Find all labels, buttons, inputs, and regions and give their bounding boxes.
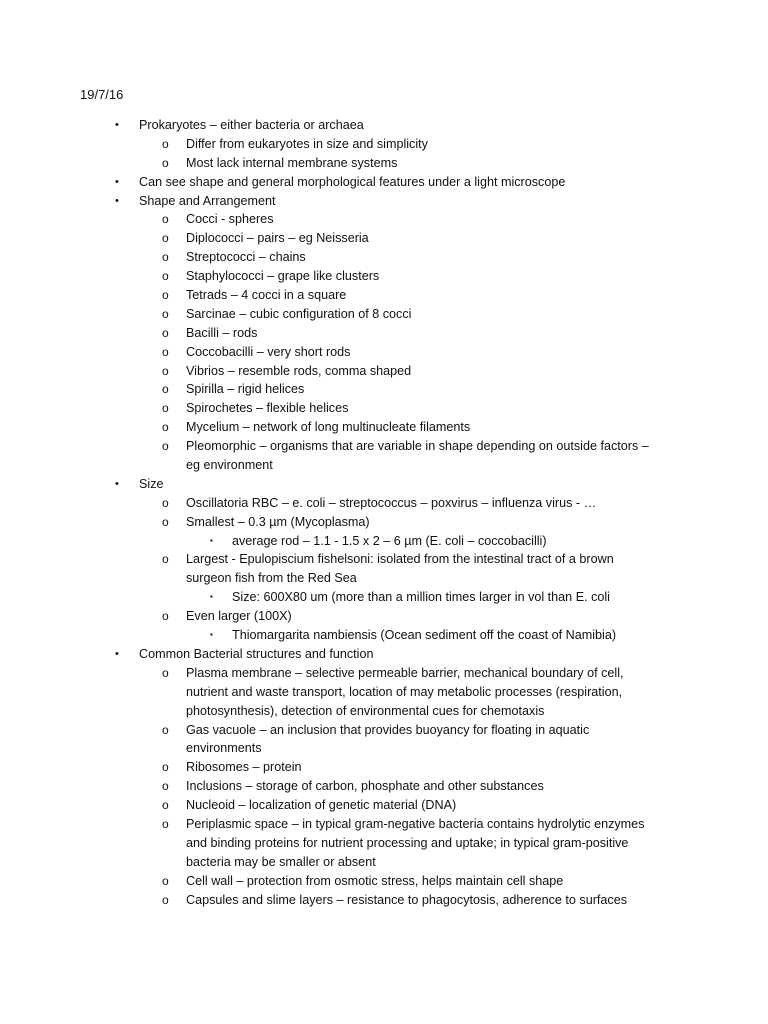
bullet-icon: o xyxy=(162,344,169,359)
list-item-level-2 xyxy=(0,229,768,248)
list-item-text: Even larger (100X) xyxy=(186,609,292,624)
list-item-level-2 xyxy=(0,343,768,362)
bullet-icon: o xyxy=(162,665,169,680)
list-item-text: Gas vacuole – an inclusion that provides buoyancy for floating in aquatic xyxy=(186,722,590,737)
bullet-icon: o xyxy=(162,155,169,170)
list-item-level-2 xyxy=(0,362,768,381)
list-item-level-2 xyxy=(0,494,768,513)
list-item-text: Mycelium – network of long multinucleate filaments xyxy=(186,420,471,435)
bullet-icon: o xyxy=(162,288,169,303)
list-item-level-3 xyxy=(0,532,768,551)
list-item-level-2 xyxy=(0,777,768,796)
bullet-icon: o xyxy=(162,401,169,416)
list-item-level-2 xyxy=(0,418,768,437)
list-item-level-2 xyxy=(0,324,768,343)
list-item-text: and binding proteins for nutrient processing and uptake; in typical gram-positive xyxy=(186,835,629,850)
list-item-text: Staphylococci – grape like clusters xyxy=(186,269,380,284)
list-item-level-2 xyxy=(0,550,768,569)
note-date: 19/7/16 xyxy=(80,87,124,102)
list-item-continuation xyxy=(0,739,768,758)
list-item-text: Size xyxy=(139,476,164,491)
list-item-text: Spirilla – rigid helices xyxy=(186,382,305,397)
bullet-icon: o xyxy=(162,382,169,397)
list-item-text: Largest - Epulopiscium fishelsoni: isolated from the intestinal tract of a brown xyxy=(186,552,614,567)
list-item-text: Size: 600X80 um (more than a million times larger in vol than E. coli xyxy=(232,590,610,605)
list-item-text: Oscillatoria RBC – e. coli – streptococcus – poxvirus – influenza virus - … xyxy=(186,495,597,510)
bullet-icon: o xyxy=(162,269,169,284)
list-item-continuation xyxy=(0,683,768,702)
list-item-text: Coccobacilli – very short rods xyxy=(186,344,351,359)
list-item-level-2 xyxy=(0,135,768,154)
bullet-list xyxy=(0,116,768,909)
list-item-text: average rod – 1.1 - 1.5 x 2 – 6 µm (E. coli – coccobacilli) xyxy=(232,533,547,548)
bullet-icon: o xyxy=(162,250,169,265)
bullet-icon: o xyxy=(162,892,169,907)
bullet-icon: o xyxy=(162,760,169,775)
list-item-text: Cell wall – protection from osmotic stress, helps maintain cell shape xyxy=(186,873,564,888)
list-item-text: Inclusions – storage of carbon, phosphate and other substances xyxy=(186,779,544,794)
list-item-text: Can see shape and general morphological features under a light microscope xyxy=(139,174,566,189)
list-item-level-2 xyxy=(0,154,768,173)
list-item-level-2 xyxy=(0,210,768,229)
list-item-text: Nucleoid – localization of genetic material (DNA) xyxy=(186,798,457,813)
bullet-icon: ▪ xyxy=(210,630,213,640)
list-item-level-2 xyxy=(0,513,768,532)
list-item-text: Diplococci – pairs – eg Neisseria xyxy=(186,231,369,246)
list-item-continuation xyxy=(0,834,768,853)
list-item-text: Common Bacterial structures and function xyxy=(139,646,374,661)
list-item-level-2 xyxy=(0,758,768,777)
list-item-level-2 xyxy=(0,380,768,399)
list-item-text: bacteria may be smaller or absent xyxy=(186,854,376,869)
list-item-level-3 xyxy=(0,626,768,645)
list-item-level-2 xyxy=(0,891,768,910)
list-item-level-2 xyxy=(0,607,768,626)
list-item-text: Periplasmic space – in typical gram-negative bacteria contains hydrolytic enzymes xyxy=(186,816,645,831)
list-item-level-1 xyxy=(0,475,768,494)
bullet-icon: o xyxy=(162,722,169,737)
list-item-text: environments xyxy=(186,741,262,756)
bullet-icon: ▪ xyxy=(210,535,213,545)
list-item-level-1 xyxy=(0,192,768,211)
list-item-text: surgeon fish from the Red Sea xyxy=(186,571,357,586)
list-item-level-2 xyxy=(0,437,768,456)
list-item-text: Tetrads – 4 cocci in a square xyxy=(186,288,347,303)
bullet-icon: o xyxy=(162,420,169,435)
list-item-text: Differ from eukaryotes in size and simplicity xyxy=(186,136,428,151)
bullet-icon: • xyxy=(115,175,119,188)
list-item-continuation xyxy=(0,456,768,475)
list-item-text: Plasma membrane – selective permeable barrier, mechanical boundary of cell, xyxy=(186,665,624,680)
list-item-text: Spirochetes – flexible helices xyxy=(186,401,349,416)
bullet-icon: o xyxy=(162,325,169,340)
list-item-level-2 xyxy=(0,872,768,891)
bullet-icon: o xyxy=(162,306,169,321)
bullet-icon: o xyxy=(162,495,169,510)
list-item-text: Shape and Arrangement xyxy=(139,193,276,208)
bullet-icon: o xyxy=(162,514,169,529)
list-item-text: Pleomorphic – organisms that are variable in shape depending on outside factors – xyxy=(186,439,649,454)
bullet-icon: o xyxy=(162,609,169,624)
list-item-text: Capsules and slime layers – resistance to phagocytosis, adherence to surfaces xyxy=(186,892,628,907)
list-item-level-2 xyxy=(0,721,768,740)
bullet-icon: • xyxy=(115,647,119,660)
bullet-icon: o xyxy=(162,363,169,378)
list-item-level-2 xyxy=(0,286,768,305)
bullet-icon: o xyxy=(162,816,169,831)
list-item-text: Thiomargarita nambiensis (Ocean sediment off the coast of Namibia) xyxy=(232,628,617,643)
list-item-level-1 xyxy=(0,645,768,664)
list-item-level-2 xyxy=(0,664,768,683)
bullet-icon: o xyxy=(162,798,169,813)
bullet-icon: o xyxy=(162,873,169,888)
list-item-level-1 xyxy=(0,173,768,192)
list-item-text: photosynthesis), detection of environmental cues for chemotaxis xyxy=(186,703,545,718)
list-item-continuation xyxy=(0,853,768,872)
bullet-icon: o xyxy=(162,439,169,454)
bullet-icon: o xyxy=(162,779,169,794)
list-item-level-2 xyxy=(0,267,768,286)
list-item-text: Smallest – 0.3 µm (Mycoplasma) xyxy=(186,514,370,529)
list-item-level-2 xyxy=(0,399,768,418)
list-item-level-2 xyxy=(0,248,768,267)
bullet-icon: • xyxy=(115,477,119,490)
bullet-icon: o xyxy=(162,231,169,246)
list-item-text: Most lack internal membrane systems xyxy=(186,155,398,170)
list-item-text: Prokaryotes – either bacteria or archaea xyxy=(139,118,364,132)
bullet-icon: o xyxy=(162,136,169,151)
list-item-level-3 xyxy=(0,588,768,607)
list-item-continuation xyxy=(0,702,768,721)
list-item-text: nutrient and waste transport, location of may metabolic processes (respiration, xyxy=(186,684,623,699)
bullet-icon: • xyxy=(115,194,119,207)
list-item-level-2 xyxy=(0,305,768,324)
bullet-icon: o xyxy=(162,552,169,567)
list-item-continuation xyxy=(0,569,768,588)
bullet-icon: o xyxy=(162,212,169,227)
list-item-level-1 xyxy=(0,116,768,135)
list-item-text: Cocci - spheres xyxy=(186,212,274,227)
list-item-text: Bacilli – rods xyxy=(186,325,258,340)
list-item-level-2 xyxy=(0,796,768,815)
list-item-text: eg environment xyxy=(186,458,273,473)
list-item-text: Sarcinae – cubic configuration of 8 cocci xyxy=(186,306,412,321)
bullet-icon: ▪ xyxy=(210,592,213,602)
list-item-text: Streptococci – chains xyxy=(186,250,306,265)
list-item-text: Ribosomes – protein xyxy=(186,760,302,775)
list-item-text: Vibrios – resemble rods, comma shaped xyxy=(186,363,412,378)
list-item-level-2 xyxy=(0,815,768,834)
bullet-icon: • xyxy=(115,119,119,131)
